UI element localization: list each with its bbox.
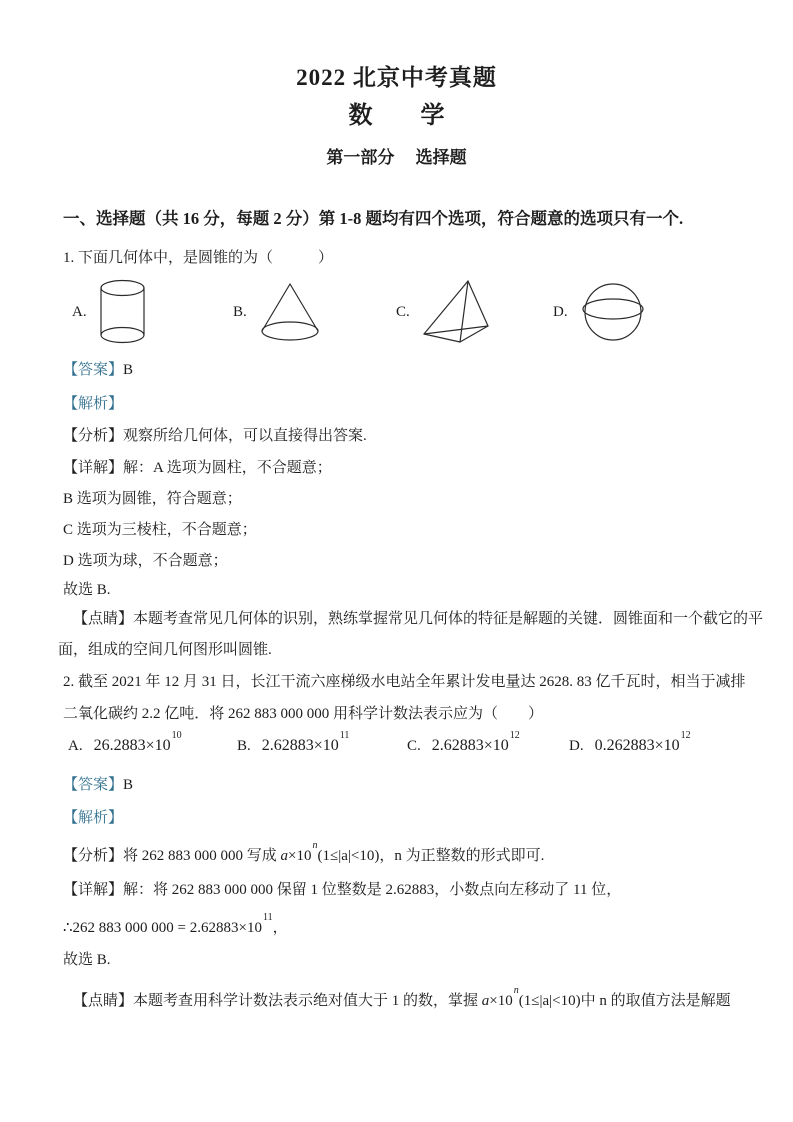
answer-label: 【答案】	[63, 362, 124, 378]
therefore-expression: ∴262 883 000 000 = 2.62883×10	[63, 920, 262, 936]
part-heading: 第一部分 选择题	[326, 148, 467, 167]
triangular-pyramid-figure	[422, 278, 492, 346]
q1-detail-line-3: C 选项为三棱柱，不合题意；	[63, 522, 257, 538]
q1-option-c-label: C.	[396, 303, 410, 320]
q2-option-b	[237, 730, 350, 755]
q2-options-row	[63, 730, 773, 764]
q2-option-b-exponent: 11	[339, 730, 350, 741]
q1-answer-line	[63, 358, 753, 382]
q2-option-b-label: B.	[237, 738, 251, 754]
sphere-figure	[580, 282, 646, 342]
q1-figures-row	[63, 272, 753, 352]
formula-condition: (1≤|a|<10)	[317, 848, 380, 864]
formula-exponent: n	[513, 985, 519, 996]
q2-detail-line: 【详解】解：将 262 883 000 000 保留 1 位整数是 2.62883，小数点向左移动了 11 位，	[63, 882, 622, 898]
formula-exponent: n	[312, 840, 318, 851]
document-title: 2022 北京中考真题	[296, 65, 497, 90]
analysis-label: 【解析】	[63, 810, 124, 826]
q2-therefore-line	[63, 912, 753, 940]
formula-base: a×10	[280, 848, 312, 864]
q2-stem-line-1: 2. 截至 2021 年 12 月 31 日，长江干流六座梯级水电站全年累计发电量达 2628. 83 亿千瓦时，相当于减排	[63, 674, 746, 690]
q2-option-b-value: 2.62883×10	[261, 737, 339, 754]
q2-conclusion: 故选 B.	[63, 952, 111, 968]
q1-option-b-label: B.	[233, 303, 247, 320]
q2-tip-line	[73, 985, 753, 1013]
q1-analysis-heading	[63, 392, 753, 416]
formula-base: a×10	[481, 993, 513, 1009]
q2-option-d-label: D.	[569, 738, 584, 754]
answer-label: 【答案】	[63, 777, 124, 793]
q2-analysis-text: 【分析】将 262 883 000 000 写成	[63, 848, 281, 864]
q2-analysis-text-end: ，n 为正整数的形式即可.	[379, 848, 545, 864]
q2-analysis-line	[63, 840, 753, 868]
q1-analysis-line: 【分析】观察所给几何体，可以直接得出答案.	[63, 428, 367, 444]
q2-option-a-exponent: 10	[171, 730, 182, 741]
q1-option-a	[72, 272, 146, 352]
q1-option-c	[396, 272, 492, 352]
q1-option-b	[233, 272, 321, 352]
formula-condition: (1≤|a|<10)	[518, 993, 581, 1009]
q2-option-d-exponent: 12	[680, 730, 691, 741]
q2-option-a-label: A.	[68, 738, 83, 754]
section-heading: 一、选择题（共 16 分，每题 2 分）第 1-8 题均有四个选项，符合题意的选项只有一个.	[63, 209, 684, 228]
q1-option-d-label: D.	[553, 303, 568, 320]
cylinder-figure	[99, 279, 146, 345]
q1-tip-line-1: 【点睛】本题考查常见几何体的识别，熟练掌握常见几何体的特征是解题的关键．圆锥面和一个截它的平	[73, 611, 764, 627]
q1-answer-value: B	[123, 362, 134, 378]
analysis-label: 【解析】	[63, 396, 124, 412]
q2-option-c	[407, 730, 520, 755]
q2-stem-line-2: 二氧化碳约 2.2 亿吨．将 262 883 000 000 用科学计数法表示应为（ ）	[63, 706, 544, 722]
q2-tip-text: 【点睛】本题考查用科学计数法表示绝对值大于 1 的数，掌握	[73, 993, 482, 1009]
q1-conclusion: 故选 B.	[63, 582, 111, 598]
q2-option-a-value: 26.2883×10	[93, 737, 171, 754]
q1-stem: 1. 下面几何体中，是圆锥的为（ ）	[63, 250, 334, 266]
therefore-exponent: 11	[262, 912, 273, 923]
q1-option-a-label: A.	[72, 303, 87, 320]
q2-option-d	[569, 730, 691, 755]
q2-answer-line	[63, 773, 753, 797]
q2-answer-value: B	[123, 777, 134, 793]
q1-detail-line-2: B 选项为圆锥，符合题意；	[63, 491, 242, 507]
q2-tip-text-end: 中 n 的取值方法是解题	[580, 993, 731, 1009]
subject-title: 数 学	[348, 103, 445, 129]
cone-figure	[259, 282, 321, 342]
q2-option-c-exponent: 12	[509, 730, 520, 741]
q2-option-c-label: C.	[407, 738, 421, 754]
therefore-comma: ，	[272, 920, 288, 936]
q1-detail-line-1: 【详解】解：A 选项为圆柱，不合题意；	[63, 460, 332, 476]
q2-option-a	[68, 730, 182, 755]
q1-option-d	[553, 272, 646, 352]
q2-option-c-value: 2.62883×10	[431, 737, 509, 754]
q1-tip-line-2: 面，组成的空间几何图形叫圆锥.	[58, 642, 272, 658]
q1-detail-line-4: D 选项为球，不合题意；	[63, 553, 228, 569]
q2-option-d-value: 0.262883×10	[594, 737, 680, 754]
q2-analysis-heading	[63, 806, 753, 830]
